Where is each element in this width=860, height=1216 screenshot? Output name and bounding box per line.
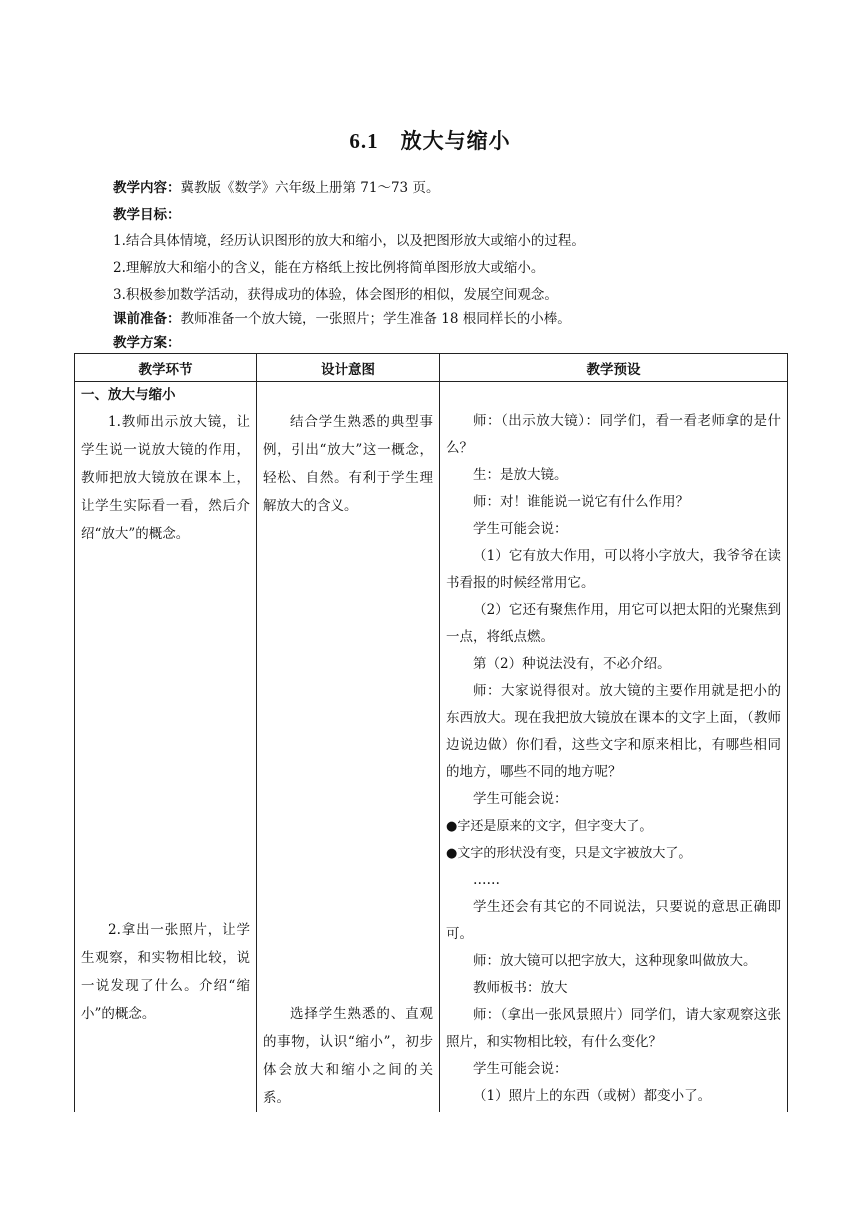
preset-bullet: ●文字的形状没有变，只是文字被放大了。: [446, 846, 692, 861]
preset-line: 生：是放大镜。: [473, 467, 568, 483]
header-teaching-stage: 教学环节: [75, 354, 257, 382]
preset-bullet: ●字还是原来的文字，但字变大了。: [446, 819, 653, 834]
teaching-content: [113, 178, 793, 198]
goals-label: 教学目标：: [113, 207, 181, 223]
preset-line: 学生可能会说：: [473, 791, 568, 807]
preset-line: 学生可能会说：: [473, 1061, 568, 1077]
stage-step-2: 2.拿出一张照片，让学生观察，和实物相比较，说一说发现了什么。介绍“缩小”的概念。: [81, 922, 250, 1022]
intent-2: 选择学生熟悉的、直观的事物，认识“缩小”，初步体会放大和缩小之间的关系。: [263, 1006, 433, 1106]
preset-line: 学生可能会说：: [473, 521, 568, 537]
preset-line: 师：大家说得很对。放大镜的主要作用就是把小的东西放大。现在我把放大镜放在课本的文字上面，（教师边说边做）你们看，这些文字和原来相比，有哪些相同的地方，哪些不同的地方呢？: [446, 683, 781, 780]
intent-1: 结合学生熟悉的典型事例，引出“放大”这一概念，轻松、自然。有利于学生理解放大的含义。: [263, 414, 433, 514]
content-value: 冀教版《数学》六年级上册第 71～73 页。: [180, 180, 440, 196]
header-design-intent: 设计意图: [257, 354, 440, 382]
stage-step-1: 1.教师出示放大镜，让学生说一说放大镜的作用，教师把放大镜放在课本上，让学生实际看一看，然后介绍“放大”的概念。: [81, 414, 250, 542]
preparation: [113, 309, 793, 329]
preset-line: 第（2）种说法没有，不必介绍。: [473, 656, 671, 672]
header-teaching-preset: 教学预设: [440, 354, 788, 382]
prep-label: 课前准备：: [113, 311, 181, 327]
preset-line: （1）它有放大作用，可以将小字放大，我爷爷在读书看报的时候经常用它。: [446, 548, 781, 591]
preset-line: 师：放大镜可以把字放大，这种现象叫做放大。: [473, 953, 757, 969]
preset-ellipsis: ……: [473, 872, 500, 888]
plan-label: 教学方案：: [113, 335, 181, 351]
preset-cell: [440, 382, 788, 1113]
content-label: 教学内容：: [113, 180, 181, 196]
preset-line: 师：（拿出一张风景照片）同学们，请大家观察这张照片，和实物相比较，有什么变化？: [446, 1007, 781, 1050]
preset-line: 学生还会有其它的不同说法，只要说的意思正确即可。: [446, 899, 781, 942]
preset-line: （1）照片上的东西（或树）都变小了。: [473, 1088, 712, 1104]
goal-2: 2.理解放大和缩小的含义，能在方格纸上按比例将简单图形放大或缩小。: [113, 260, 545, 276]
table-row: [75, 382, 788, 1113]
section-number: 6.1: [349, 129, 379, 153]
section-heading: 一、放大与缩小: [81, 387, 176, 403]
page-title: [0, 125, 860, 155]
title-text: 放大与缩小: [400, 128, 511, 153]
goal-1: 1.结合具体情境，经历认识图形的放大和缩小，以及把图形放大或缩小的过程。: [113, 233, 585, 249]
preset-line: 师：对！谁能说一说它有什么作用？: [473, 494, 689, 510]
lesson-plan-table: [74, 353, 788, 1112]
intent-cell: [257, 382, 440, 1113]
preset-line: （2）它还有聚焦作用，用它可以把太阳的光聚焦到一点，将纸点燃。: [446, 602, 781, 645]
goal-3: 3.积极参加数学活动，获得成功的体验，体会图形的相似，发展空间观念。: [113, 287, 558, 303]
preset-line: 师：（出示放大镜）：同学们，看一看老师拿的是什么？: [446, 413, 781, 456]
prep-value: 教师准备一个放大镜，一张照片；学生准备 18 根同样长的小棒。: [180, 311, 571, 327]
table-header-row: [75, 354, 788, 382]
stage-cell: [75, 382, 257, 1113]
preset-line: 教师板书：放大: [473, 980, 568, 996]
